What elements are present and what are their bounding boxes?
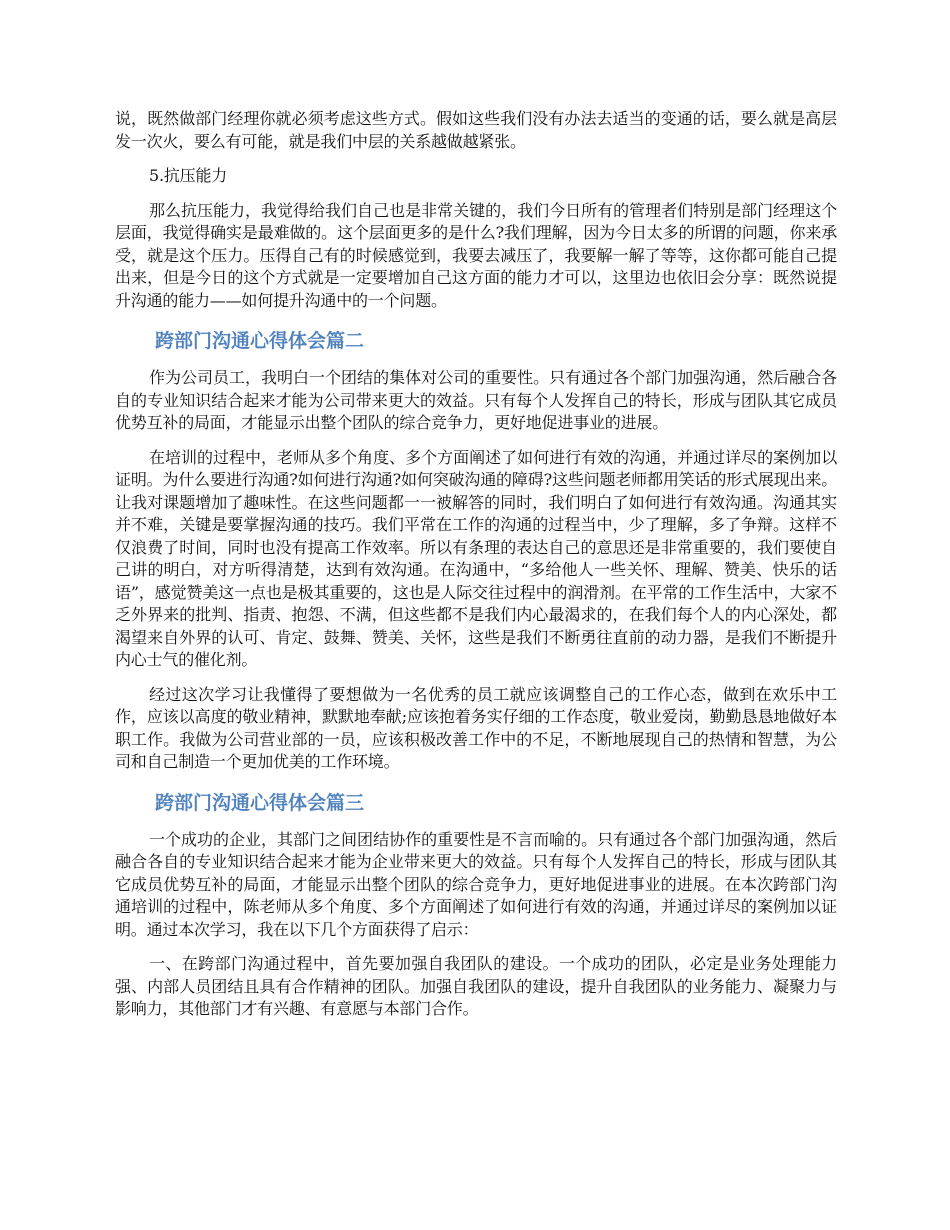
section-2-paragraph-2: 在培训的过程中，老师从多个角度、多个方面阐述了如何进行有效的沟通，并通过详尽的案例加以证明。为什么要进行沟通?如何进行沟通?如何突破沟通的障碍?这些问题老师都用笑话的形式展现出来。让我对课题增加了趣味性。在这些问题都一一被解答的同时，我们明白了如何进行有效沟通。沟通其实并不难，关键是要掌握沟通的技巧。我们平常在工作的沟通的过程当中，少了理解，多了争辩。这样不仅浪费了时间，同时也没有提高工作效率。所以有条理的表达自己的意思还是非常重要的，我们要使自己讲的明白，对方听得清楚，达到有效沟通。在沟通中，“多给他人一些关怀、理解、赞美、快乐的话语”，感觉赞美这一点也是极其重要的，这也是人际交往过程中的润滑剂。在平常的工作生活中，大家不乏外界来的批判、指责、抱怨、不满，但这些都不是我们内心最渴求的，在我们每个人的内心深处，都渴望来自外界的认可、肯定、鼓舞、赞美、关怀，这些是我们不断勇往直前的动力器，是我们不断提升内心士气的催化剂。 <box>115 447 837 669</box>
section-2-paragraph-1: 作为公司员工，我明白一个团结的集体对公司的重要性。只有通过各个部门加强沟通，然后融合各自的专业知识结合起来才能为公司带来更大的效益。只有每个人发挥自己的特长，形成与团队其它成员优势互补的局面，才能显示出整个团队的综合竞争力，更好地促进事业的进展。 <box>115 368 837 432</box>
document-page <box>115 108 837 1021</box>
section-2-paragraph-3: 经过这次学习让我懂得了要想做为一名优秀的员工就应该调整自己的工作心态，做到在欢乐中工作，应该以高度的敬业精神，默默地奉献;应该抱着务实仔细的工作态度，敬业爱岗，勤勤恳恳地做好本职工作。我做为公司营业部的一员，应该积极改善工作中的不足，不断地展现自己的热情和智慧，为公司和自己制造一个更加优美的工作环境。 <box>115 684 837 771</box>
item-5-title: 5.抗压能力 <box>149 166 228 185</box>
section-3-heading: 跨部门沟通心得体会篇三 <box>155 791 365 814</box>
section-2-heading: 跨部门沟通心得体会篇二 <box>155 330 365 352</box>
intro-paragraph: 说，既然做部门经理你就必须考虑这些方式。假如这些我们没有办法去适当的变通的话，要么就是高层发一次火，要么有可能，就是我们中层的关系越做越紧张。 <box>115 109 837 151</box>
section-3-paragraph-2: 一、在跨部门沟通过程中，首先要加强自我团队的建设。一个成功的团队，必定是业务处理能力强、内部人员团结且具有合作精神的团队。加强自我团队的建设，提升自我团队的业务能力、凝聚力与影响力，其他部门才有兴趣、有意愿与本部门合作。 <box>115 954 837 1018</box>
item-5-body: 那么抗压能力，我觉得给我们自己也是非常关键的，我们今日所有的管理者们特别是部门经理这个层面，我觉得确实是最难做的。这个层面更多的是什么?我们理解，因为今日太多的所谓的问题，你来承受，就是这个压力。压得自己有的时候感觉到，我要去减压了，我要解一解了等等，这你都可能自己提出来，但是今日的这个方式就是一定要增加自己这方面的能力才可以，这里边也依旧会分享：既然说提升沟通的能力——如何提升沟通中的一个问题。 <box>115 200 837 310</box>
section-3-paragraph-1: 一个成功的企业，其部门之间团结协作的重要性是不言而喻的。只有通过各个部门加强沟通，然后融合各自的专业知识结合起来才能为企业带来更大的效益。只有每个人发挥自己的特长，形成与团队其它成员优势互补的局面，才能显示出整个团队的综合竞争力，更好地促进事业的进展。在本次跨部门沟通培训的过程中，陈老师从多个角度、多个方面阐述了如何进行有效的沟通，并通过详尽的案例加以证明。通过本次学习，我在以下几个方面获得了启示： <box>115 829 837 939</box>
